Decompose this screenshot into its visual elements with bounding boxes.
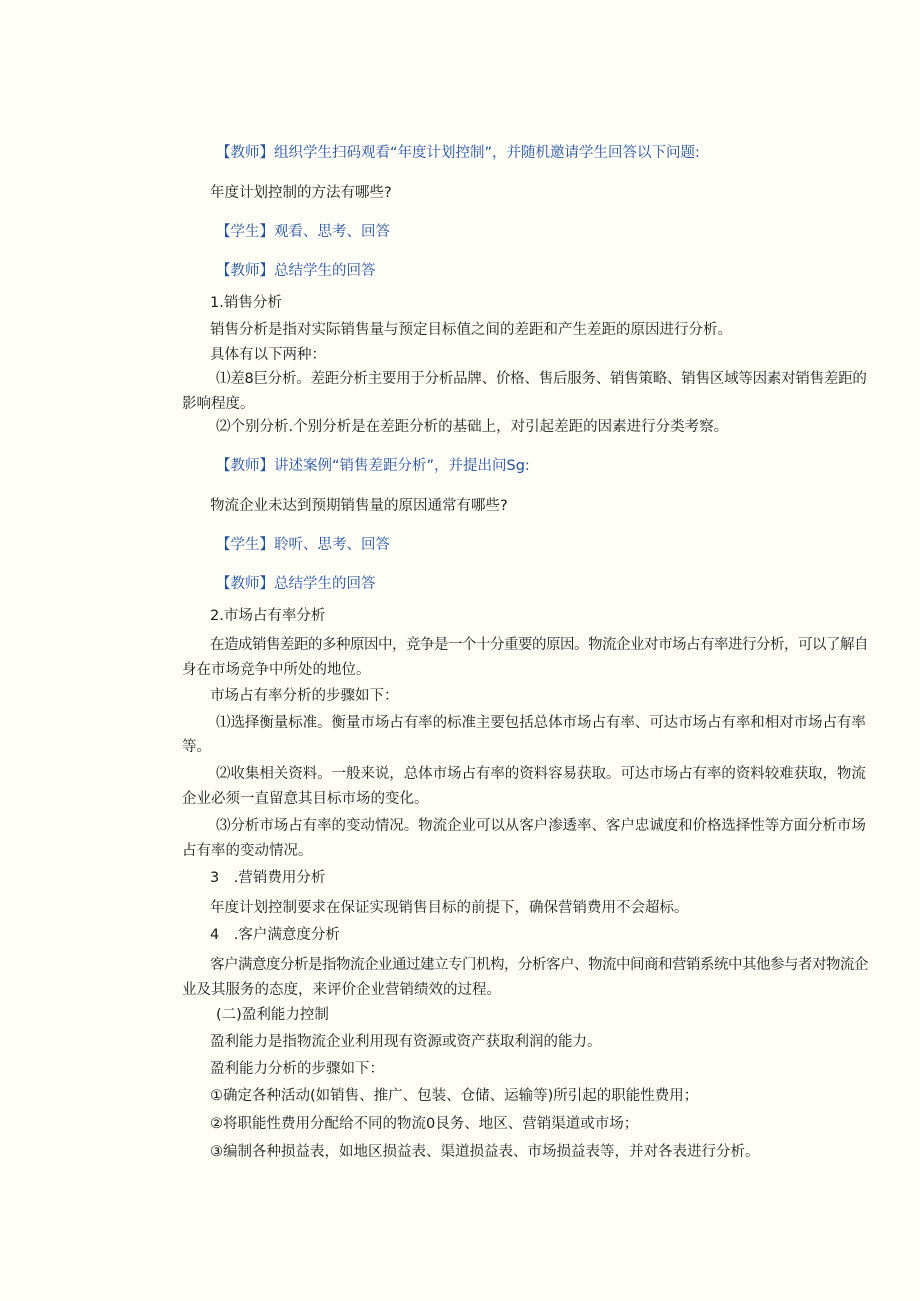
- question: 年度计划控制的方法有哪些?: [210, 185, 392, 201]
- paragraph: 在造成销售差距的多种原因中，竞争是一个十分重要的原因。物流企业对市场占有率进行分析，可以了解自: [210, 637, 868, 653]
- list-item-continuation: 占有率的变动情况。: [182, 843, 313, 859]
- paragraph: 具体有以下两种：: [210, 347, 326, 363]
- section-heading: 4 .客户满意度分析: [210, 927, 340, 943]
- paragraph: 销售分析是指对实际销售量与预定目标值之间的差距和产生差距的原因进行分析。: [210, 322, 732, 338]
- paragraph: 市场占有率分析的步骤如下：: [210, 688, 399, 704]
- section-heading: (二)盈利能力控制: [216, 1007, 329, 1023]
- teacher-instruction: 【教师】讲述案例“销售差距分析”，并提出问Sg:: [216, 458, 530, 474]
- teacher-summary: 【教师】总结学生的回答: [216, 576, 376, 592]
- teacher-instruction: 【教师】组织学生扫码观看“年度计划控制”，并随机邀请学生回答以下问题:: [216, 145, 700, 161]
- question: 物流企业未达到预期销售量的原因通常有哪些?: [210, 498, 508, 514]
- list-item: ⑵收集相关资料。一般来说，总体市场占有率的资料容易获取。可达市场占有率的资料较难获取，物流: [216, 766, 866, 782]
- paragraph-continuation: 业及其服务的态度，来评价企业营销绩效的过程。: [182, 982, 501, 998]
- student-activity: 【学生】观看、思考、回答: [216, 224, 390, 240]
- paragraph-continuation: 身在市场竞争中所处的地位。: [182, 662, 371, 678]
- paragraph: 盈利能力是指物流企业利用现有资源或资产获取利润的能力。: [210, 1034, 602, 1050]
- paragraph: 年度计划控制要求在保证实现销售目标的前提下，确保营销费用不会超标。: [210, 900, 689, 916]
- list-item: ⑴差8巨分析。差距分析主要用于分析品牌、价格、售后服务、销售策略、销售区域等因素对销售差距的: [216, 371, 867, 387]
- list-item: ①确定各种活动(如销售、推广、包装、仓储、运输等)所引起的职能性费用；: [210, 1088, 699, 1104]
- section-heading: 3 .营销费用分析: [210, 870, 326, 886]
- list-item: ③编制各种损益表，如地区损益表、渠道损益表、市场损益表等，并对各表进行分析。: [210, 1144, 760, 1160]
- list-item-continuation: 影响程度。: [182, 396, 255, 412]
- paragraph: 客户满意度分析是指物流企业通过建立专门机构，分析客户、物流中间商和营销系统中其他参与者对物流企: [210, 957, 868, 973]
- list-item: ⑶分析市场占有率的变动情况。物流企业可以从客户渗透率、客户忠诚度和价格选择性等方面分析市场: [216, 818, 866, 834]
- list-item: ⑴选择衡量标准。衡量市场占有率的标准主要包括总体市场占有率、可达市场占有率和相对市场占有率: [216, 715, 866, 731]
- section-heading: 2.市场占有率分析: [210, 608, 326, 624]
- section-heading: 1.销售分析: [210, 295, 282, 311]
- list-item-continuation: 等。: [182, 739, 211, 755]
- list-item: ②将职能性费用分配给不同的物流0艮务、地区、营销渠道或市场；: [210, 1116, 639, 1132]
- paragraph: 盈利能力分析的步骤如下：: [210, 1061, 384, 1077]
- teacher-summary: 【教师】总结学生的回答: [216, 263, 376, 279]
- student-activity: 【学生】聆听、思考、回答: [216, 537, 390, 553]
- list-item-continuation: 企业必须一直留意其目标市场的变化。: [182, 791, 429, 807]
- list-item: ⑵个别分析.个别分析是在差距分析的基础上，对引起差距的因素进行分类考察。: [216, 419, 729, 435]
